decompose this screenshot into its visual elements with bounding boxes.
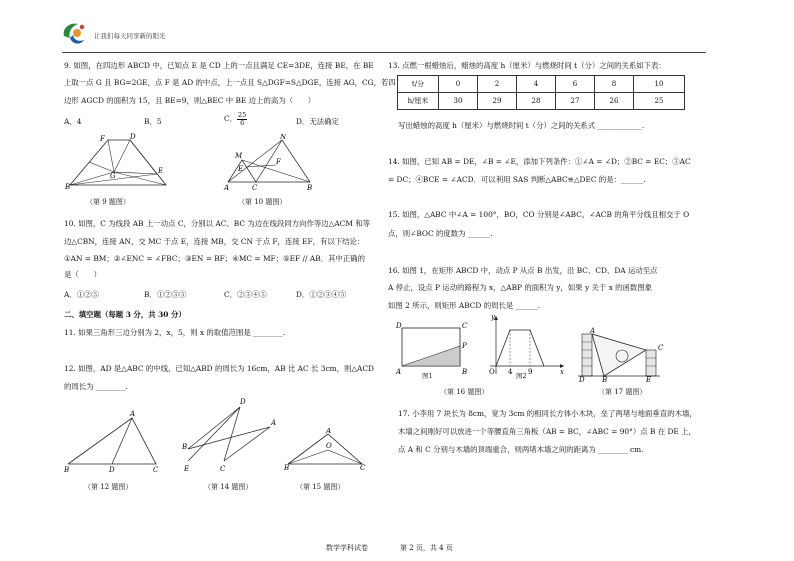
svg-text:D: D — [396, 322, 402, 330]
figure-17-caption: （第 17 题图） — [598, 388, 647, 396]
figure-14 — [180, 393, 284, 473]
svg-text:A: A — [224, 184, 230, 192]
q12-line2: 的周长为 ________. — [64, 382, 128, 391]
figure-12-caption: （第 12 题图） — [84, 483, 133, 491]
svg-text:F: F — [100, 135, 105, 143]
q9-option-c: C． $\frac{25}{6}$ — [224, 111, 247, 127]
q13-table-cell: 27 — [556, 93, 595, 110]
figure-15-caption: （第 15 题图） — [296, 483, 345, 491]
q9-line3: 边形 AGCD 的面积为 15，且 BE=9，则△BEC 中 BE 边上的高为（ ） — [64, 96, 316, 105]
svg-text:B: B — [182, 443, 188, 451]
q13-table-cell: 29 — [478, 93, 517, 110]
figure-16-tick-4: 4 — [508, 368, 513, 376]
svg-text:D: D — [130, 133, 136, 141]
svg-text:G: G — [110, 172, 116, 180]
q9-option-b: B．5 — [144, 117, 162, 126]
svg-text:F: F — [276, 158, 281, 166]
q10-option-a: A．①②⑤ — [64, 290, 99, 299]
school-logo — [60, 20, 88, 48]
footer-page-number: 第 2 页，共 4 页 — [400, 544, 453, 552]
svg-text:C: C — [252, 184, 258, 192]
q16-line3: 如图 2 所示，则矩形 ABCD 的周长是 ______. — [388, 301, 541, 310]
q17-line1: 17. 小李用 7 块长为 8cm，宽为 3cm 的相同长方体小木块，垒了两堵与地面垂直的木墙， — [398, 409, 697, 418]
q16-line2: A 停止，设点 P 运动的路程为 x，△ABP 的面积为 y，如果 y 关于 x 的函数图象 — [388, 283, 653, 292]
svg-text:B: B — [307, 184, 313, 192]
svg-text:D: D — [240, 398, 246, 406]
q14-line1: 14. 如图，已知 AB = DE，∠B = ∠E，添加下列条件：①∠A = ∠D；②BC = EC；③AC — [388, 157, 691, 166]
svg-text:M: M — [235, 152, 243, 160]
q9-option-c-numerator: 25 — [238, 111, 247, 119]
svg-text:A: A — [590, 327, 596, 335]
figure-10-caption: （第 10 题图） — [238, 198, 287, 206]
q10-line4: 是（ ） — [64, 270, 101, 279]
figure-12 — [62, 408, 164, 474]
q15-line2: 点，则∠BOC 的度数为 ______. — [388, 229, 493, 238]
q15-line1: 15. 如图，△ABC 中∠A = 100°，BO，CO 分别是∠ABC，∠ACB 的角平分线且相交于 O — [388, 210, 690, 219]
q13-table-cell: 0 — [439, 76, 478, 93]
figure-16-tick-9: 9 — [528, 368, 533, 376]
svg-text:x: x — [560, 368, 564, 376]
q13-table-cell: 2 — [478, 76, 517, 93]
q9-line2: 上取一点 G 且 BG=2GE，点 F 是 AD 的中点，上一点且 S△DGF=S△DGE，连接 AG，CG，若四 — [64, 78, 396, 87]
q13-table-header: t/分 — [398, 76, 439, 93]
q10-line3: ①AN = BM；②∠ENC = ∠FBC；③EN = BF；④MC = MF；⑤EF // AB．其中正确的 — [64, 254, 365, 263]
q13-table — [397, 75, 685, 110]
q10-option-b: B．①②③⑤ — [144, 290, 187, 299]
svg-text:E: E — [184, 465, 190, 473]
svg-text:D: D — [579, 376, 585, 382]
q13-table-cell: 8 — [595, 76, 634, 93]
q17-line2: 木墙之间刚好可以放进一个等腰直角三角板（AB = BC，∠ABC = 90°）点 B 在 DE 上， — [398, 427, 696, 436]
figure-17 — [574, 326, 666, 382]
q13-table-cell: 26 — [595, 93, 634, 110]
footer-subject: 数学学科试卷 — [326, 544, 368, 552]
q13-table-cell: 10 — [634, 76, 685, 93]
figure-14-caption: （第 14 题图） — [204, 483, 253, 491]
q13-table-cell: 30 — [439, 93, 478, 110]
svg-text:B: B — [462, 368, 468, 376]
q10-option-d: D．①②③④⑤ — [296, 290, 347, 299]
svg-text:A: A — [326, 428, 332, 435]
q13-table-cell: 4 — [517, 76, 556, 93]
svg-text:O: O — [489, 368, 495, 376]
figure-16-caption: （第 16 题图） — [440, 388, 489, 396]
figure-15 — [284, 428, 368, 470]
q9-option-a: A．4 — [64, 117, 82, 126]
figure-10 — [222, 134, 317, 192]
figure-9-caption: （第 9 题图） — [86, 198, 130, 206]
svg-text:N: N — [280, 134, 287, 141]
figure-16-label-2: 图2 — [516, 372, 527, 380]
q10-line2: 边△CBN，连接 AN，交 MC 于点 E，连接 MB，交 CN 于点 F，连接 EF，有以下结论： — [64, 237, 365, 246]
q13-table-cell: 25 — [634, 93, 685, 110]
q13-table-row — [398, 76, 685, 93]
q10-option-c: C．②③④⑤ — [224, 290, 267, 299]
q12-line1: 12. 如图，AD 是△ABC 的中线，已知△ABD 的周长为 16cm，AB 比 AC 长 3cm，则△ACD — [64, 364, 374, 373]
q9-line1: 9. 如图，在四边形 ABCD 中，已知点 E 是 CD 上的一点且满足 CE=3DE，连接 BE，在 BE — [64, 61, 374, 70]
svg-text:A: A — [396, 368, 402, 376]
q13-table-row — [398, 93, 685, 110]
svg-text:y: y — [491, 313, 495, 321]
svg-text:B: B — [65, 183, 71, 190]
svg-text:B: B — [284, 464, 290, 470]
svg-text:E: E — [238, 165, 244, 173]
figure-16-graph — [480, 312, 568, 378]
section-2-title: 二、填空题（每题 3 分，共 30 分） — [64, 310, 186, 319]
svg-text:A: A — [130, 410, 136, 418]
figure-16-label-1: 图1 — [422, 372, 433, 380]
q14-line2: = DC；④BCE = ∠ACD．可以利用 SAS 判断△ABC≌△DEC 的是：______. — [388, 175, 646, 184]
q13-table-cell: 6 — [556, 76, 595, 93]
q17-line3: 点 A 和 C 分别与木墙的顶端重合，则两堵木墙之间的距离为 ________ cm. — [398, 445, 644, 454]
q11-text: 11. 如果三角形三边分别为 2，x，5，则 x 的取值范围是 ________. — [64, 328, 285, 337]
svg-text:C: C — [220, 465, 226, 473]
q10-line1: 10. 如图，C 为线段 AB 上一动点 C，分别以 AC、BC 为边在线段同方向作等边△ACM 和等 — [64, 219, 371, 228]
q13-table-header: h/厘米 — [398, 93, 439, 110]
svg-text:E: E — [646, 376, 652, 382]
svg-text:E: E — [158, 167, 164, 175]
svg-text:C: C — [360, 464, 366, 470]
q9-option-d: D．无法确定 — [296, 117, 339, 126]
svg-text:B: B — [602, 376, 608, 382]
q13-line1: 13. 点燃一根蜡烛后，蜡烛的高度 h（厘米）与燃烧时间 t（分）之间的关系如下表： — [388, 61, 666, 70]
svg-text:D: D — [109, 466, 115, 474]
svg-text:B: B — [64, 466, 70, 474]
svg-text:A: A — [271, 419, 277, 427]
q9-option-c-denominator: 6 — [240, 118, 245, 127]
header-divider — [62, 52, 706, 53]
figure-9 — [62, 132, 174, 190]
q13-table-cell: 28 — [517, 93, 556, 110]
q13-line2: 写出蜡烛的高度 h（厘米）与燃烧时间 t（分）之间的关系式 ____________. — [398, 121, 645, 130]
figure-16-rectangle — [394, 318, 474, 376]
header-motto: 让我们每天同享新的阳光 — [94, 32, 166, 40]
svg-text:O: O — [326, 442, 332, 450]
svg-text:C: C — [462, 322, 468, 330]
svg-text:C: C — [153, 466, 159, 474]
svg-text:P: P — [462, 342, 467, 350]
svg-text:C: C — [658, 344, 664, 352]
q16-line1: 16. 如图 1，在矩形 ABCD 中，动点 P 从点 B 出发，沿 BC、CD、DA 运动至点 — [388, 266, 658, 275]
